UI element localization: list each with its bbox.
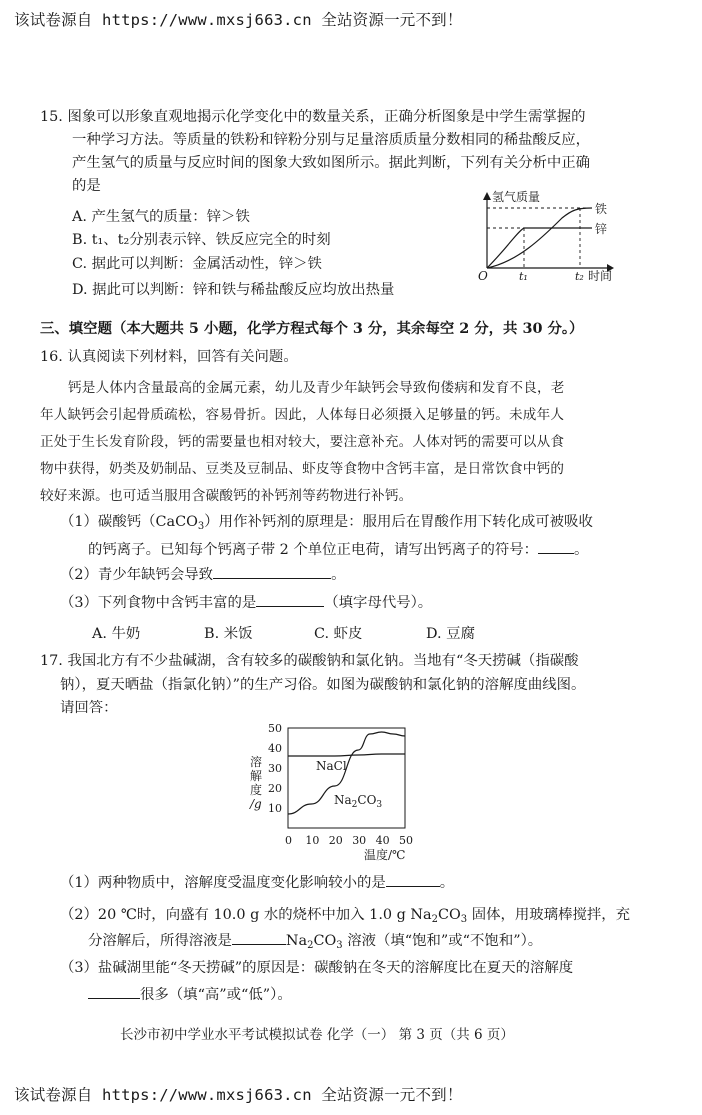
q15-option-c: C. 据此可以判断：金属活动性，锌＞铁 [72, 256, 322, 272]
q16-part1-line-1: （1）碳酸钙（CaCO$_3$）用作补钙剂的原理是：服用后在胃酸作用下转化成可被吸收 [60, 514, 593, 532]
q17-answer-blank-3[interactable] [88, 983, 140, 999]
q17-answer-blank-2[interactable] [232, 929, 286, 945]
q15-stem-line-1: 15. 图象可以形象直观地揭示化学变化中的数量关系，正确分析图象是中学生需掌握的 [40, 109, 586, 125]
q17-stem-line-3: 请回答： [60, 700, 118, 716]
q16-choice-c: C. 虾皮 [314, 626, 363, 642]
q16-choice-a: A. 牛奶 [92, 626, 141, 642]
chart-xtick-label: 20 [328, 834, 343, 847]
chart-ytick-label: 50 [268, 722, 282, 735]
q17-solubility-chart [238, 718, 428, 866]
q16-answer-blank-2[interactable] [213, 563, 331, 579]
q16-answer-blank-3[interactable] [256, 591, 324, 607]
chart-xtick-label: 10 [305, 834, 320, 847]
chart-ylabel-char-3: 度 [250, 783, 263, 797]
chart-xtick-label: 40 [375, 834, 390, 847]
q15-hydrogen-graph [472, 188, 622, 284]
q15-graph-t2: t₂ [575, 270, 584, 283]
chart-xtick-label: 0 [285, 834, 292, 847]
q15-graph-xlabel: 时间 [588, 269, 613, 283]
q15-graph-t1: t₁ [519, 270, 528, 283]
q15-stem-line-3: 产生氢气的质量与反应时间的图象大致如图所示。据此判断，下列有关分析中正确 [72, 155, 591, 171]
q16-passage-line-3: 正处于生长发育阶段，钙的需要量也相对较大，要注意补充。人体对钙的需要可以从食 [40, 434, 565, 450]
q16-passage-line-5: 较好来源。也可适当服用含碳酸钙的补钙剂等药物进行补钙。 [40, 488, 413, 504]
chart-ytick-label: 30 [268, 762, 282, 775]
source-banner-top: 该试卷源自 https://www.mxsj663.cn 全站资源一元不到！ [14, 11, 463, 29]
chart-ytick-label: 10 [268, 802, 282, 815]
nacl-solubility-curve [288, 754, 405, 756]
q17-part2-line-2: 分溶解后，所得溶液是 $Na_2CO_3$ 溶液（填“饱和”或“不饱和”）。 [88, 929, 542, 951]
chart-label-nacl: NaCl [316, 759, 347, 773]
q17-part3-line-1: （3）盐碱湖里能“冬天捞碱”的原因是：碳酸钠在冬天的溶解度比在夏天的溶解度 [60, 960, 574, 976]
chart-xtick-label: 50 [399, 834, 413, 847]
q17-part2-line-1: （2）20 ℃时，向盛有 10.0 g 水的烧杯中加入 1.0 g $Na_2CO_3$ 固体，用玻璃棒搅拌，充 [60, 907, 631, 925]
page-footer: 长沙市初中学业水平考试模拟试卷 化学（一） 第 3 页（共 6 页） [120, 1027, 514, 1043]
q15-option-d: D. 据此可以判断：锌和铁与稀盐酸反应均放出热量 [72, 282, 395, 298]
section3-title: 三、填空题（本大题共 5 小题，化学方程式每个 3 分，其余每空 2 分，共 30 分。） [40, 320, 584, 337]
chart-ylabel-char-4: /g [250, 797, 262, 811]
q17-answer-blank-1[interactable] [386, 871, 440, 887]
q15-stem-line-4: 的是 [72, 178, 101, 194]
q15-graph-ylabel: 氢气质量 [492, 190, 541, 204]
q16-part2: （2）青少年缺钙会导致 。 [60, 563, 345, 585]
q16-stem: 16. 认真阅读下列材料，回答有关问题。 [40, 349, 298, 365]
chart-ytick-label: 40 [268, 742, 282, 755]
q16-answer-blank-1[interactable] [538, 538, 574, 554]
q16-part3: （3）下列食物中含钙丰富的是 （填字母代号）。 [60, 591, 432, 613]
q15-graph-zn-label: 锌 [595, 222, 608, 236]
q15-stem-line-2: 一种学习方法。等质量的铁粉和锌粉分别与足量溶质质量分数相同的稀盐酸反应， [72, 132, 591, 148]
chart-ylabel-char-2: 解 [250, 769, 263, 783]
q16-passage-line-2: 年人缺钙会引起骨质疏松，容易骨折。因此，人体每日必须摄入足够量的钙。未成年人 [40, 407, 565, 423]
chart-ylabel-char-1: 溶 [250, 755, 263, 769]
q15-graph-origin: O [478, 269, 488, 283]
q17-part3-line-2: 很多（填“高”或“低”）。 [88, 983, 292, 1005]
q16-part1-line-2: 的钙离子。已知每个钙离子带 2 个单位正电荷，请写出钙离子的符号： 。 [88, 538, 588, 560]
chart-xtick-label: 30 [352, 834, 367, 847]
q15-option-a: A. 产生氢气的质量：锌＞铁 [72, 209, 250, 225]
chart-label-na2co3: $Na_2CO_3$ [334, 793, 383, 810]
q16-passage-line-1: 钙是人体内含量最高的金属元素，幼儿及青少年缺钙会导致佝偻病和发育不良，老 [68, 380, 565, 396]
chart-ytick-label: 20 [268, 782, 282, 795]
q16-choice-d: D. 豆腐 [426, 626, 475, 642]
q17-part1: （1）两种物质中，溶解度受温度变化影响较小的是 。 [60, 871, 454, 893]
chart-plot-frame [288, 728, 405, 828]
source-banner-bottom: 该试卷源自 https://www.mxsj663.cn 全站资源一元不到！ [14, 1086, 463, 1104]
q17-stem-line-1: 17. 我国北方有不少盐碱湖，含有较多的碳酸钠和氯化钠。当地有“冬天捞碱（指碳酸 [40, 653, 579, 669]
q17-stem-line-2: 钠），夏天晒盐（指氯化钠）”的生产习俗。如图为碳酸钠和氯化钠的溶解度曲线图。 [60, 677, 586, 693]
q16-choice-b: B. 米饭 [204, 626, 253, 642]
chart-xlabel: 温度/℃ [364, 848, 406, 862]
q15-graph-fe-label: 铁 [595, 202, 608, 216]
q16-passage-line-4: 物中获得，奶类及奶制品、豆类及豆制品、虾皮等食物中含钙丰富，是日常饮食中钙的 [40, 461, 565, 477]
q15-option-b: B. t₁、t₂分别表示锌、铁反应完全的时刻 [72, 232, 331, 248]
